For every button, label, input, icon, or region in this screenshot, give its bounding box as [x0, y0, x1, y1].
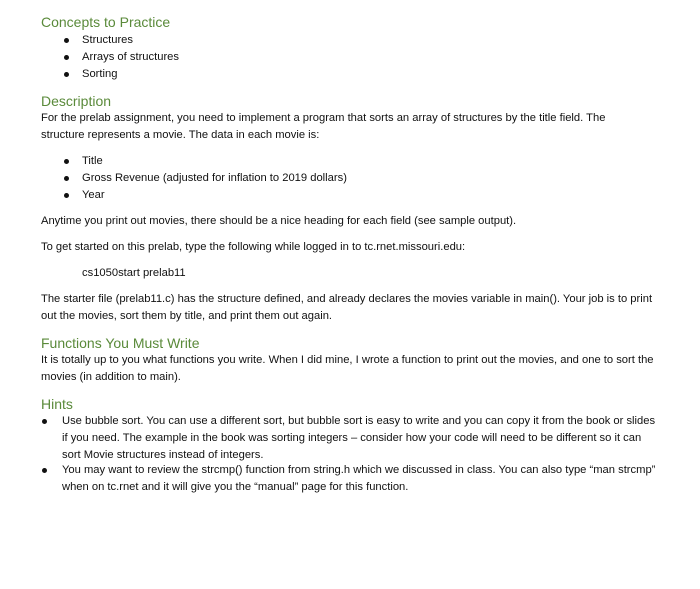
functions-heading: Functions You Must Write: [41, 335, 200, 351]
hints-heading: Hints: [41, 396, 73, 412]
description-paragraph-starter-file: The starter file (prelab11.c) has the structure defined, and already declares the movies variable in main(). Your job is to print out the movies, sort them by title, and print them out again.: [41, 293, 653, 322]
description-paragraph-heading-note: Anytime you print out movies, there should be a nice heading for each field (see sample output).: [41, 215, 517, 227]
description-heading: Description: [41, 93, 112, 109]
bullet-icon: [64, 55, 69, 60]
movie-field-item: Gross Revenue (adjusted for inflation to 2019 dollars): [82, 172, 347, 184]
concepts-heading: Concepts to Practice: [41, 14, 171, 30]
bullet-icon: [42, 419, 47, 424]
functions-paragraph: It is totally up to you what functions you write. When I did mine, I wrote a function to print out the movies, and one to sort the movies (in addition to main).: [41, 354, 654, 383]
concepts-item: Arrays of structures: [82, 51, 179, 63]
bullet-icon: [64, 159, 69, 164]
hint-item: You may want to review the strcmp() function from string.h which we discussed in class. You can also type “man strcmp” when on tc.rnet and it will give you the “manual” page for this function.: [62, 464, 656, 493]
movie-field-item: Year: [82, 189, 105, 201]
concepts-item: Sorting: [82, 68, 118, 80]
concepts-item: Structures: [82, 34, 133, 46]
bullet-icon: [42, 468, 47, 473]
bullet-icon: [64, 38, 69, 43]
bullet-icon: [64, 72, 69, 77]
movie-field-item: Title: [82, 155, 103, 167]
bullet-icon: [64, 193, 69, 198]
command-text: cs1050start prelab11: [82, 267, 186, 279]
description-paragraph-getting-started: To get started on this prelab, type the following while logged in to tc.rnet.missouri.edu:: [41, 241, 466, 253]
hint-item: Use bubble sort. You can use a different sort, but bubble sort is easy to write and you can copy it from the book or slides if you need. The example in the book was sorting integers – consider how your code will need to be different so it can sort Movie structures instead of integers.: [62, 415, 656, 461]
bullet-icon: [64, 176, 69, 181]
description-paragraph-intro: For the prelab assignment, you need to implement a program that sorts an array of structures by the title field. The structure represents a movie. The data in each movie is:: [41, 112, 606, 141]
